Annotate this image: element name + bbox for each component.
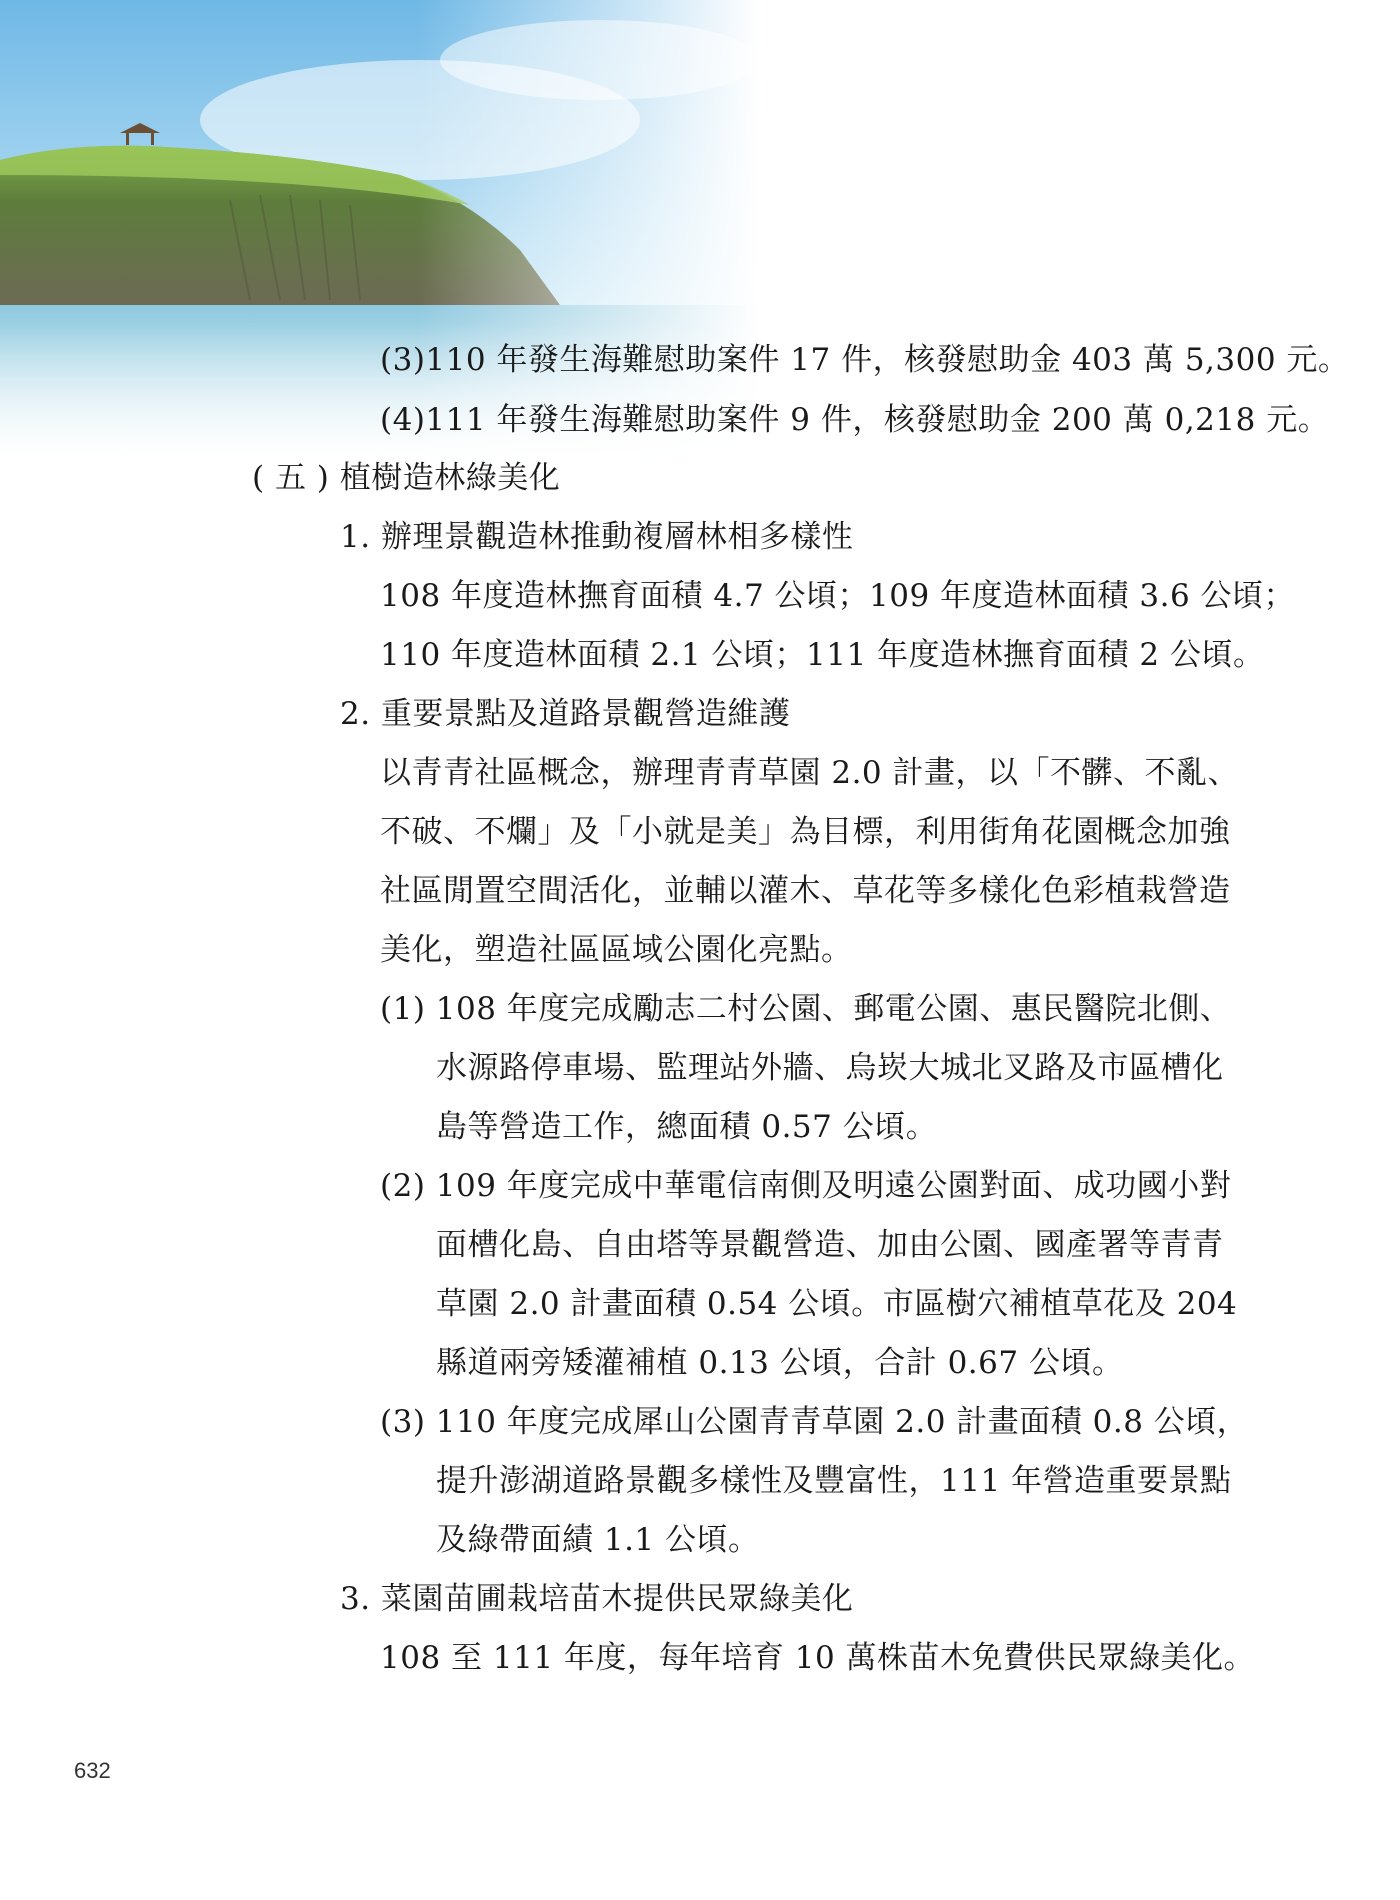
page-number: 632 — [74, 1758, 111, 1783]
list-item-continuation: 及綠帶面績 1.1 公頃。 — [436, 1522, 760, 1558]
paragraph-line: 社區閒置空間活化，並輔以灌木、草花等多樣化色彩植栽營造 — [380, 873, 1231, 909]
paragraph-line: 108 年度造林撫育面積 4.7 公頃；109 年度造林面積 3.6 公頃； — [380, 578, 1296, 614]
subsection-heading: 1. 辦理景觀造林推動複層林相多樣性 — [340, 519, 854, 555]
paragraph-line: 110 年度造林面積 2.1 公頃；111 年度造林撫育面積 2 公頃。 — [380, 637, 1265, 673]
list-item: (3)110 年發生海難慰助案件 17 件，核發慰助金 403 萬 5,300 元。 — [380, 342, 1350, 378]
list-item: (1) 108 年度完成勵志二村公園、郵電公園、惠民醫院北側、 — [380, 991, 1232, 1027]
section-heading: ( 五 ) 植樹造林綠美化 — [252, 460, 561, 496]
list-item-continuation: 提升澎湖道路景觀多樣性及豐富性，111 年營造重要景點 — [436, 1463, 1232, 1499]
list-item: (2) 109 年度完成中華電信南側及明遠公園對面、成功國小對 — [380, 1168, 1232, 1204]
header-landscape-photo — [0, 0, 760, 460]
paragraph-line: 不破、不爛」及「小就是美」為目標，利用街角花園概念加強 — [380, 814, 1231, 850]
list-item: (4)111 年發生海難慰助案件 9 件，核發慰助金 200 萬 0,218 元。 — [380, 402, 1330, 438]
subsection-heading: 2. 重要景點及道路景觀營造維護 — [340, 696, 791, 732]
list-item: (3) 110 年度完成犀山公園青青草園 2.0 計畫面積 0.8 公頃， — [380, 1404, 1249, 1440]
subsection-heading: 3. 菜園苗圃栽培苗木提供民眾綠美化 — [340, 1581, 854, 1617]
paragraph-line: 美化，塑造社區區域公園化亮點。 — [380, 932, 853, 968]
paragraph-line: 以青青社區概念，辦理青青草園 2.0 計畫，以「不髒、不亂、 — [380, 755, 1240, 791]
list-item-continuation: 島等營造工作，總面積 0.57 公頃。 — [436, 1109, 938, 1145]
list-item-continuation: 面槽化島、自由塔等景觀營造、加由公園、國產署等青青 — [436, 1227, 1224, 1263]
list-item-continuation: 草園 2.0 計畫面積 0.54 公頃。市區樹穴補植草花及 204 — [436, 1286, 1238, 1322]
paragraph-line: 108 至 111 年度，每年培育 10 萬株苗木免費供民眾綠美化。 — [380, 1640, 1256, 1676]
list-item-continuation: 水源路停車場、監理站外牆、烏崁大城北叉路及市區槽化 — [436, 1050, 1224, 1086]
list-item-continuation: 縣道兩旁矮灌補植 0.13 公頃，合計 0.67 公頃。 — [436, 1345, 1124, 1381]
